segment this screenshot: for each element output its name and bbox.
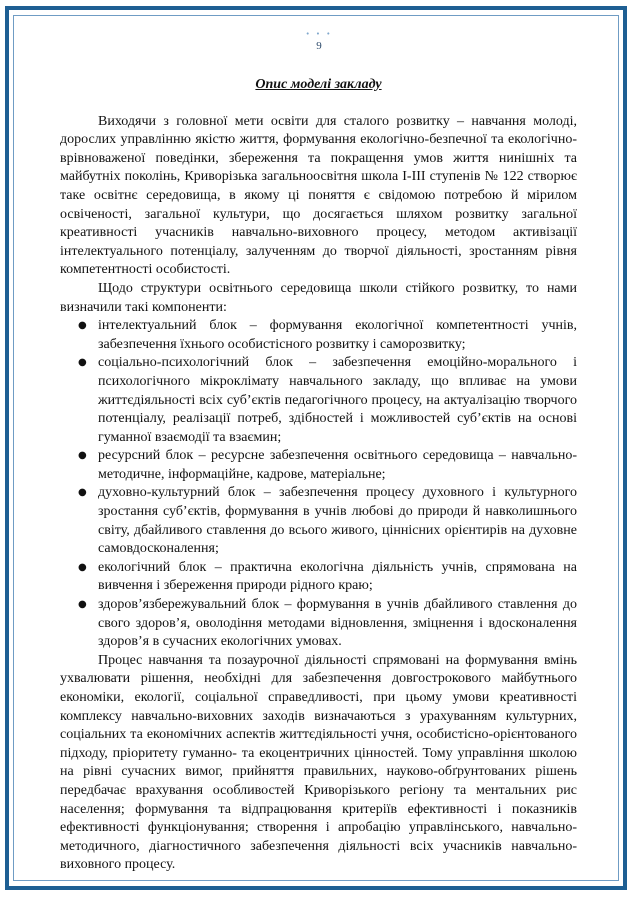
- page-ornament: • • •: [305, 30, 333, 38]
- document-body: [60, 76, 577, 875]
- list-item: [78, 484, 577, 558]
- list-item-text: екологічний блок – практична екологічна діяльність учнів, спрямована на вивчення і збереження природи рідного краю;: [98, 559, 577, 594]
- list-item-text: соціально-психологічний блок – забезпечення емоційно-морального і психологічного мікроклімату навчального закладу, що впливає на умови життєдіяльності всіх суб’єктів педагогічного процесу, на актуалізацію творчого потенціалу, реалізації потреб, здібностей і можливостей суб’єктів на основі гуманної взаємодії та взаємин;: [98, 355, 577, 445]
- structure-paragraph: Щодо структури освітнього середовища школи стійкого розвитку, то нами визначили такі компоненти:: [60, 280, 577, 315]
- page-title: Опис моделі закладу: [255, 77, 382, 92]
- bullet-dot-icon: ●: [78, 320, 87, 332]
- bullet-dot-icon: ●: [78, 487, 87, 499]
- list-item: [78, 447, 577, 484]
- list-item-text: інтелектуальний блок – формування екологічної компетентності учнів, забезпечення їхнього особистісного розвитку і саморозвитку;: [98, 318, 577, 352]
- list-item: [78, 596, 577, 652]
- list-item-text: здоров’язбережувальний блок – формування в учнів дбайливого ставлення до свого здоров’я, оволодіння методами відновлення, зміцнення і вдосконалення здоров’я в сучасних екологічних умовах.: [98, 597, 577, 650]
- list-item-text: духовно-культурний блок – забезпечення процесу духовного і культурного зростання суб’єктів, формування в учнів любові до природи й навколишнього світу, дбайливого ставлення до всього живого, ціннісних орієнтирів на духовне самовдосконалення;: [98, 485, 577, 557]
- process-paragraph: Процес навчання та позаурочної діяльності спрямовані на формування вмінь ухвалювати рішення, необхідні для забезпечення довгострокового майбутнього економіки, екології, соціальної справедливості, при цьому умови креативності комплексу навчально-виховних заходів визначаються з урахуванням культурних, соціальних та економічних аспектів життєдіяльності учня, особистісно-орієнтованого підходу, пріоритету гуманно- та екоцентричних цінностей. Тому управління школою на рівні сучасних вимог, прийняття правильних, науково-обґрунтованих рішень передбачає врахування особливостей Криворізького регіону та ментальних рис населення; формування та відпрацювання критеріїв ефективності і показників ефективності функціонування; створення і апробацію управлінського, навчально-методичного, діагностичного забезпечення діяльності всіх учасників навчально-виховного процесу.: [60, 652, 577, 873]
- component-list: [60, 317, 577, 652]
- list-item: [78, 317, 577, 354]
- list-item-text: ресурсний блок – ресурсне забезпечення освітнього середовища – навчально-методичне, інформаційне, кадрове, матеріальне;: [98, 448, 577, 482]
- intro-paragraph: Виходячи з головної мети освіти для сталого розвитку – навчання молоді, дорослих управлінню якістю життя, формування екологічно-безпечної та екологічно-врівноваженої поведінки, збереження та покращення умов життя нинішніх та майбутніх поколінь, Криворізька загальноосвітня школа І-ІІІ ступенів № 122 створює таке освітнє середовища, в якому ці поняття є свідомою потребою й мірилом освіченості, загальної культури, що досягається шляхом розвитку загальної креативності учасників навчально-виховного процесу, методом активізації інтелектуального потенціалу, залученням до творчої діяльності, зростанням рівня компетентності особистості.: [60, 113, 577, 278]
- page-number: 9: [316, 40, 322, 52]
- list-item: [78, 354, 577, 447]
- list-item: [78, 559, 577, 596]
- bullet-dot-icon: ●: [78, 599, 87, 611]
- bullet-dot-icon: ●: [78, 561, 87, 573]
- bullet-dot-icon: ●: [78, 450, 87, 462]
- bullet-dot-icon: ●: [78, 357, 87, 369]
